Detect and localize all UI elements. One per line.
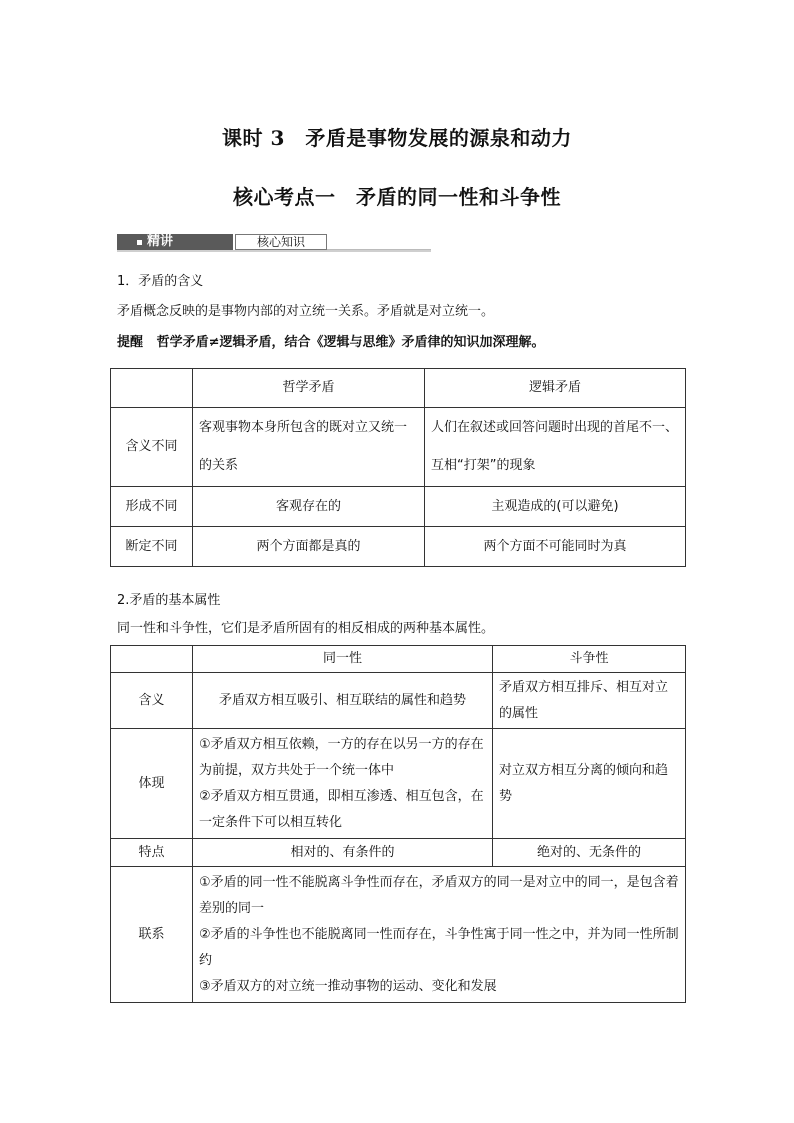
heading-basic-attributes: 2.矛盾的基本属性 bbox=[117, 593, 221, 608]
banner-tag-label: 精讲 bbox=[147, 234, 174, 249]
relation-point-1: ①矛盾的同一性不能脱离斗争性而存在，矛盾双方的同一是对立中的同一，是包含着差别的同一 bbox=[199, 874, 679, 916]
table-row bbox=[111, 867, 686, 1003]
tip-line bbox=[117, 334, 545, 352]
table-cell: 客观存在的 bbox=[193, 487, 425, 527]
heading-contradiction-meaning: 1．矛盾的含义 bbox=[117, 274, 204, 289]
table-row bbox=[111, 487, 686, 527]
table-cell: 相对的、有条件的 bbox=[193, 839, 493, 867]
banner-tag bbox=[117, 234, 233, 250]
table-cell: 含义 bbox=[111, 673, 193, 729]
manifest-point-2: ②矛盾双方相互贯通，即相互渗透、相互包含，在一定条件下可以相互转化 bbox=[199, 788, 484, 830]
identity-struggle-table bbox=[110, 645, 686, 1003]
table-row bbox=[111, 527, 686, 567]
section-title: 核心考点一 矛盾的同一性和斗争性 bbox=[233, 185, 561, 209]
table-cell: 矛盾双方相互吸引、相互联结的属性和趋势 bbox=[193, 673, 493, 729]
table-cell: 联系 bbox=[111, 867, 193, 1003]
table-cell: 断定不同 bbox=[111, 527, 193, 567]
table-row bbox=[111, 408, 686, 487]
table-cell: 特点 bbox=[111, 839, 193, 867]
section-banner bbox=[117, 232, 431, 252]
banner-underline bbox=[117, 250, 431, 252]
table-cell: 对立双方相互分离的倾向和趋势 bbox=[493, 729, 686, 839]
table-header: 同一性 bbox=[193, 646, 493, 673]
tip-label: 提醒 bbox=[117, 335, 144, 350]
relation-point-2: ②矛盾的斗争性也不能脱离同一性而存在，斗争性寓于同一性之中，并为同一性所制约 bbox=[199, 926, 679, 968]
table-row bbox=[111, 369, 686, 408]
banner-label: 核心知识 bbox=[235, 234, 327, 250]
tip-text: 哲学矛盾≠逻辑矛盾，结合《逻辑与思维》矛盾律的知识加深理解。 bbox=[156, 335, 545, 350]
table-cell bbox=[193, 867, 686, 1003]
table-cell: 两个方面不可能同时为真 bbox=[425, 527, 686, 567]
table-cell: 人们在叙述或回答问题时出现的首尾不一、互相“打架”的现象 bbox=[425, 408, 686, 487]
manifest-point-1: ①矛盾双方相互依赖，一方的存在以另一方的存在为前提，双方共处于一个统一体中 bbox=[199, 736, 484, 778]
table-header: 哲学矛盾 bbox=[193, 369, 425, 408]
table-cell: 绝对的、无条件的 bbox=[493, 839, 686, 867]
table-row bbox=[111, 839, 686, 867]
table-cell: 主观造成的(可以避免) bbox=[425, 487, 686, 527]
page-title: 课时 3 矛盾是事物发展的源泉和动力 bbox=[222, 126, 572, 150]
table-cell bbox=[111, 646, 193, 673]
table-header: 逻辑矛盾 bbox=[425, 369, 686, 408]
table-cell: 客观事物本身所包含的既对立又统一的关系 bbox=[193, 408, 425, 487]
table-cell: 形成不同 bbox=[111, 487, 193, 527]
paragraph-basic-attributes: 同一性和斗争性，它们是矛盾所固有的相反相成的两种基本属性。 bbox=[117, 621, 495, 636]
table-cell: 体现 bbox=[111, 729, 193, 839]
table-cell: 含义不同 bbox=[111, 408, 193, 487]
philosophy-vs-logic-table bbox=[110, 368, 686, 567]
paragraph-contradiction-meaning: 矛盾概念反映的是事物内部的对立统一关系。矛盾就是对立统一。 bbox=[117, 304, 495, 319]
table-header: 斗争性 bbox=[493, 646, 686, 673]
table-cell: 矛盾双方相互排斥、相互对立的属性 bbox=[493, 673, 686, 729]
table-row bbox=[111, 646, 686, 673]
table-row bbox=[111, 729, 686, 839]
table-cell bbox=[111, 369, 193, 408]
square-bullet-icon bbox=[137, 240, 142, 245]
table-row bbox=[111, 673, 686, 729]
table-cell: 两个方面都是真的 bbox=[193, 527, 425, 567]
relation-point-3: ③矛盾双方的对立统一推动事物的运动、变化和发展 bbox=[199, 978, 497, 994]
table-cell bbox=[193, 729, 493, 839]
